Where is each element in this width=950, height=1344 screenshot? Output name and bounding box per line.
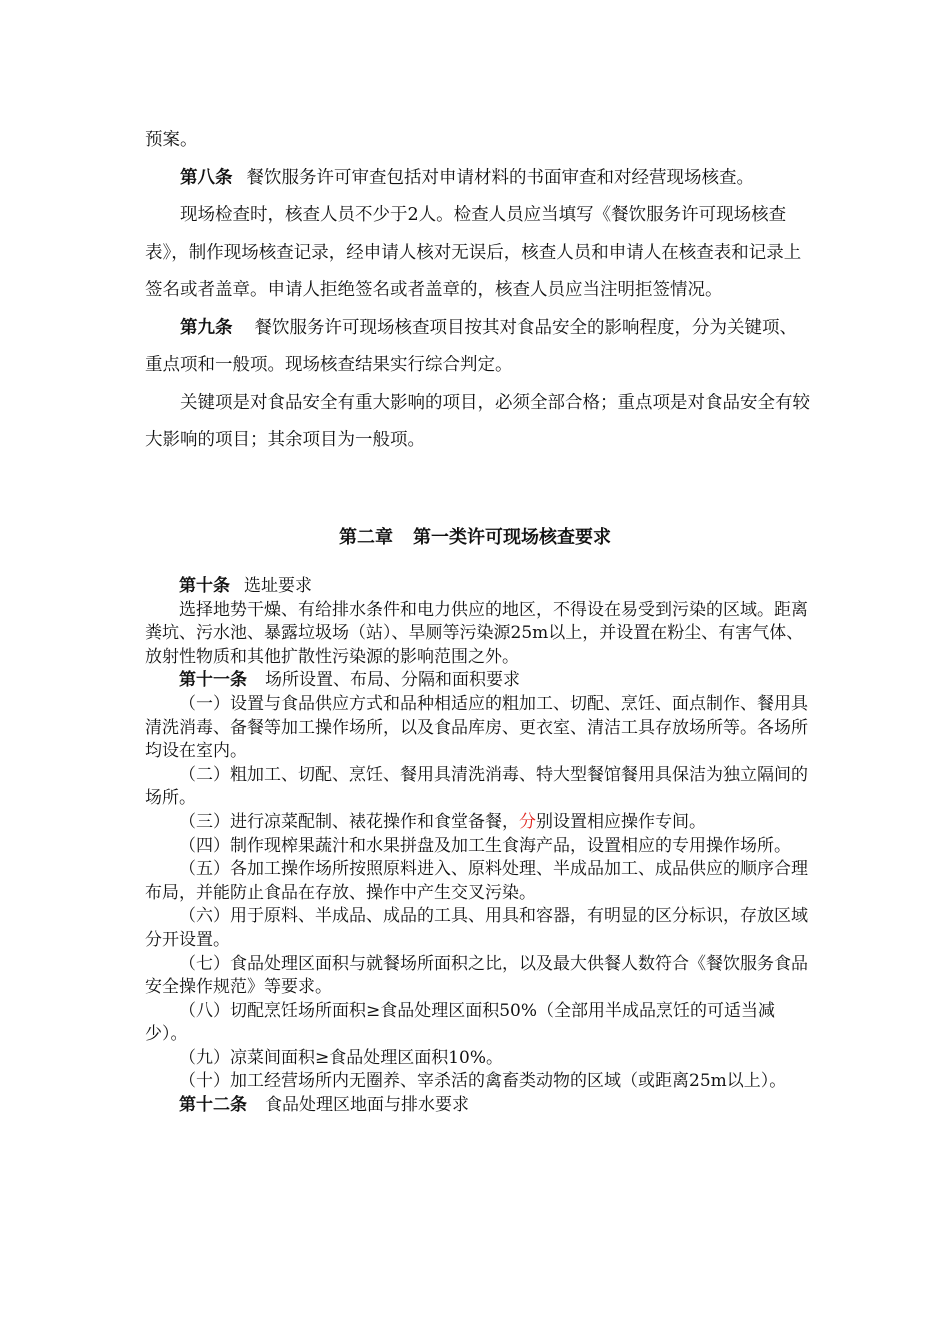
article-9-text: 餐饮服务许可现场核查项目按其对食品安全的影响程度，分为关键项、重点项和一般项。现场核查结果实行综合判定。 (145, 317, 797, 375)
article-11-label: 第十一条 (179, 670, 247, 691)
article-9 (145, 310, 813, 385)
article-12-label: 第十二条 (179, 1095, 247, 1116)
list-item: （十）加工经营场所内无圈养、宰杀活的禽畜类动物的区域（或距离25m以上）。 (179, 1071, 787, 1092)
article-11-title: 场所设置、布局、分隔和面积要求 (265, 670, 520, 691)
list-item (145, 811, 813, 835)
list-item: （五）各加工操作场所按照原料进入、原料处理、半成品加工、成品供应的顺序合理布局，并能防止食品在存放、操作中产生交叉污染。 (145, 859, 808, 903)
chapter-title: 第一类许可现场核查要求 (413, 527, 611, 548)
article-10-heading (145, 575, 813, 599)
list-item: （一）设置与食品供应方式和品种相适应的粗加工、切配、烹饪、面点制作、餐用具清洗消毒、备餐等加工操作场所，以及食品库房、更衣室、清洁工具存放场所等。各场所均设在室内。 (145, 693, 808, 762)
article-8 (145, 160, 813, 198)
section-first-class-requirements (145, 575, 813, 1118)
list-item: （八）切配烹饪场所面积≥食品处理区面积50%（全部用半成品烹饪的可适当减少）。 (145, 1000, 776, 1045)
item-3-text-b: 别设置相应操作专间。 (536, 811, 706, 832)
article-12-title: 食品处理区地面与排水要求 (265, 1095, 469, 1116)
list-item: （四）制作现榨果蔬汁和水果拼盘及加工生食海产品，设置相应的专用操作场所。 (179, 835, 791, 856)
article-10-label: 第十条 (179, 576, 230, 596)
list-item: （二）粗加工、切配、烹饪、餐用具清洗消毒、特大型餐馆餐用具保洁为独立隔间的场所。 (145, 764, 808, 809)
article-9-label: 第九条 (180, 317, 233, 338)
article-10-text: 选择地势干燥、有给排水条件和电力供应的地区，不得设在易受到污染的区域。距离粪坑、污水池、暴露垃圾场（站）、旱厕等污染源25m以上，并设置在粉尘、有害气体、放射性物质和其他扩散性污染源的影响范围之外。 (145, 599, 808, 667)
chapter-number: 第二章 (339, 527, 393, 548)
article-12-heading (145, 1094, 813, 1118)
article-8-paragraph-2: 现场检查时，核查人员不少于2人。检查人员应当填写《餐饮服务许可现场核查表》，制作现场核查记录，经申请人核对无误后，核查人员和申请人在核查表和记录上签名或者盖章。申请人拒绝签名或者盖章的，核查人员应当注明拒签情况。 (145, 205, 802, 300)
list-item: （七）食品处理区面积与就餐场所面积之比，以及最大供餐人数符合《餐饮服务食品安全操作规范》等要求。 (145, 953, 808, 998)
chapter-heading (0, 524, 950, 552)
list-item: （九）凉菜间面积≥食品处理区面积10%。 (179, 1047, 504, 1068)
paragraph-continuation: 预案。 (145, 130, 198, 150)
article-9-paragraph-2: 关键项是对食品安全有重大影响的项目，必须全部合格；重点项是对食品安全有较大影响的项目；其余项目为一般项。 (145, 392, 810, 450)
article-8-text: 餐饮服务许可审查包括对申请材料的书面审查和对经营现场核查。 (246, 167, 754, 188)
item-3-text-a: （三）进行凉菜配制、裱花操作和食堂备餐， (179, 811, 519, 832)
list-item: （六）用于原料、半成品、成品的工具、用具和容器，有明显的区分标识，存放区域分开设置。 (145, 906, 808, 950)
article-8-label: 第八条 (180, 167, 233, 188)
item-3-red-mark: 分 (519, 811, 536, 832)
article-10-title: 选址要求 (244, 576, 312, 596)
article-11-heading (145, 669, 813, 693)
section-general-provisions (145, 122, 813, 460)
